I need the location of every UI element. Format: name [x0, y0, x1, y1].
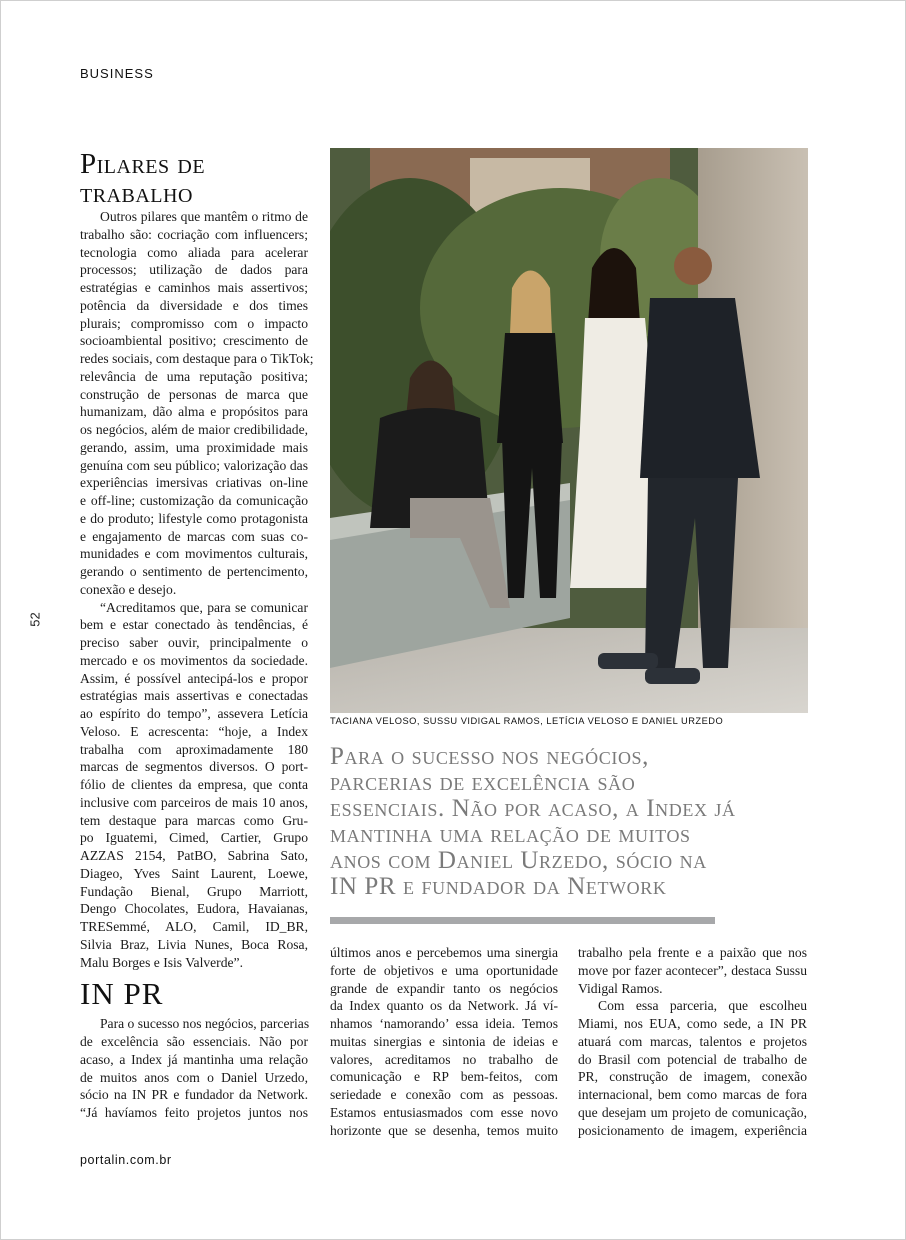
text-line: marcas de segmentos diversos. O port- — [80, 759, 308, 775]
text-line: estratégias e caminhos mais assertivos; — [80, 280, 308, 295]
text-line: preciso saber ouvir, principalmente o — [80, 635, 308, 650]
text-line: Silvia Braz, Livia Nunes, Boca Rosa, — [80, 936, 308, 952]
text-line: TRESemmé, ALO, Camil, ID_BR, — [80, 919, 308, 934]
text-line: grande de expandir tanto os negócios — [330, 980, 558, 996]
text-line: posicionamento de imagem, experiência — [578, 1122, 807, 1138]
text-line: potência da diversidade e dos times — [80, 297, 308, 313]
text-line: mercado e os movimentos da sociedade. — [80, 652, 308, 668]
text-line: Miami, nos EUA, como sede, a IN PR — [578, 1016, 807, 1031]
footer-site: portalin.com.br — [80, 1153, 172, 1167]
text-line: “Acreditamos que, para se comunicar — [100, 599, 308, 615]
paragraph-sussu-end — [578, 944, 807, 997]
text-line: Outros pilares que mantêm o ritmo de — [100, 209, 308, 224]
text-line: plurais; compromisso com o impacto — [80, 315, 308, 331]
middle-column — [330, 944, 558, 1139]
text-line: AZZAS 2154, PatBO, Sabrina Sato, — [80, 848, 308, 863]
text-line: Com essa parceria, que escolheu — [598, 998, 807, 1014]
heading-line: trabalho — [80, 177, 193, 209]
text-line: Diageo, Yves Saint Laurent, Loewe, — [80, 865, 308, 881]
text-line: e off-line; customização da comunicação — [80, 493, 308, 508]
text-line: gerando o sentimento de pertencimento, — [80, 564, 308, 579]
text-line: Malu Borges e Isis Valverde”. — [80, 954, 243, 970]
text-line: e do produto; lifestyle como protagonista — [80, 510, 308, 526]
section-label: BUSINESS — [80, 66, 154, 81]
paragraph-sussu-quote — [330, 944, 558, 1139]
right-column — [578, 944, 807, 1139]
paragraph-quote-leticia — [80, 599, 308, 972]
text-line: inclusive com parceiros de mais 10 anos, — [80, 794, 308, 810]
heading-line: Pilares de — [80, 148, 206, 180]
text-line: processos; utilização de dados para — [80, 262, 308, 278]
text-line: relevância de uma reputação positiva; — [80, 368, 308, 384]
text-line: os negócios, além de maior credibilidade, — [80, 422, 308, 437]
text-line: sócio na IN PR e fundador da Network. — [80, 1087, 308, 1103]
text-line: muitas sinergias e sintonia de ideias e — [330, 1033, 558, 1049]
text-line: gerando, assim, uma proximidade mais — [80, 439, 308, 455]
text-line: e engajamento de marcas com suas co- — [80, 528, 308, 544]
pull-quote-line: anos com Daniel Urzedo, sócio na — [330, 847, 707, 874]
paragraph-miami — [578, 997, 807, 1139]
text-line: Para o sucesso nos negócios, parcerias — [100, 1016, 310, 1032]
text-line: move por fazer acontecer”, destaca Sussu — [578, 962, 807, 978]
text-line: genuína com seu público; valorização das — [80, 457, 308, 473]
text-line: seriedade e conexão com as pessoas. — [330, 1087, 558, 1102]
photo-illustration — [330, 148, 808, 713]
text-line: socioambiental positivo; crescimento de — [80, 333, 308, 349]
text-line: conexão e desejo. — [80, 581, 177, 597]
text-line: do Brasil com potencial de trabalho de — [578, 1051, 807, 1067]
text-line: fólio de clientes da empresa, que conta — [80, 777, 308, 792]
decorative-bar — [330, 917, 715, 924]
text-line: trabalho pela frente e a paixão que nos — [578, 945, 807, 960]
text-line: redes sociais, com destaque para o TikTok; — [80, 351, 314, 366]
pull-quote-line: mantinha uma relação de muitos — [330, 821, 691, 848]
team-photo — [330, 148, 808, 713]
pull-quote-line: Para o sucesso nos negócios, — [330, 743, 649, 770]
text-line: construção de personas de marca que — [80, 386, 308, 402]
text-line: estratégias mais assertivas e conectadas — [80, 688, 308, 704]
text-line: “Já havíamos feito projetos juntos nos — [80, 1105, 308, 1120]
text-line: munidades e com movimentos culturais, — [80, 546, 308, 562]
text-line: Dengo Chocolates, Eudora, Havaianas, — [80, 901, 308, 917]
page-number: 52 — [27, 612, 43, 627]
text-line: Fundação Bienal, Grupo Marriott, — [80, 883, 308, 899]
text-line: humanizam, dão alma e propósitos para — [80, 404, 308, 420]
photo-caption: TACIANA VELOSO, SUSSU VIDIGAL RAMOS, LETÍCIA VELOSO E DANIEL URZEDO — [330, 716, 724, 726]
left-column — [80, 148, 314, 1122]
text-line: atuará com marcas, talentos e projetos — [578, 1033, 807, 1049]
paragraph-pilares — [80, 208, 314, 599]
text-line: últimos anos e percebemos uma sinergia — [330, 945, 558, 960]
pull-quote — [330, 744, 810, 900]
text-line: trabalho são: cocriação com influencers; — [80, 226, 308, 242]
text-line: tem destaque para marcas como Gru- — [80, 812, 308, 828]
text-line: nhamos ‘namorando’ essa ideia. Temos — [330, 1016, 558, 1031]
text-line: acaso, a Index já mantinha uma relação — [80, 1051, 308, 1067]
text-line: comunicação e RP bem-feitos, com — [330, 1069, 558, 1085]
text-line: Assim, é possível antecipá-los e propor — [80, 670, 308, 686]
text-line: trabalha com aproximadamente 180 — [80, 741, 308, 757]
text-line: tecnologia como aliada para acelerar — [80, 244, 308, 260]
text-line: experiências imersivas criativas on-line — [80, 475, 308, 491]
text-line: bem e estar conectado às tendências, é — [80, 617, 308, 633]
text-line: ao espírito do tempo”, assevera Letícia — [80, 706, 308, 721]
text-line: de muitos anos com o Daniel Urzedo, — [80, 1069, 308, 1085]
pull-quote-line: IN PR e fundador da Network — [330, 873, 667, 900]
text-line: que desejam um projeto de comunicação, — [578, 1104, 807, 1120]
heading-pilares — [80, 150, 308, 208]
text-line: PR, construção de imagem, conexão — [578, 1069, 807, 1085]
text-line: valores, acreditamos no trabalho de — [330, 1051, 558, 1067]
text-line: po Iguatemi, Cimed, Cartier, Grupo — [80, 830, 308, 846]
text-line: horizonte que se desenha, temos muito — [330, 1122, 558, 1138]
text-line: Vidigal Ramos. — [578, 980, 663, 996]
text-line: da Index quanto os da Network. Já ví- — [330, 998, 558, 1014]
text-line: internacional, bem como marcas de fora — [578, 1087, 807, 1102]
heading-in-pr: IN PR — [80, 976, 164, 1012]
pull-quote-line: essenciais. Não por acaso, a Index já — [330, 795, 736, 822]
text-line: Estamos entusiasmados com esse novo — [330, 1104, 558, 1120]
text-line: forte de objetivos e uma oportunidade — [330, 962, 558, 978]
paragraph-in-pr — [80, 1015, 308, 1122]
pull-quote-line: parcerias de excelência são — [330, 769, 636, 796]
text-line: Veloso. E acrescenta: “hoje, a Index — [80, 723, 308, 739]
text-line: de excelência são essenciais. Não por — [80, 1034, 308, 1049]
